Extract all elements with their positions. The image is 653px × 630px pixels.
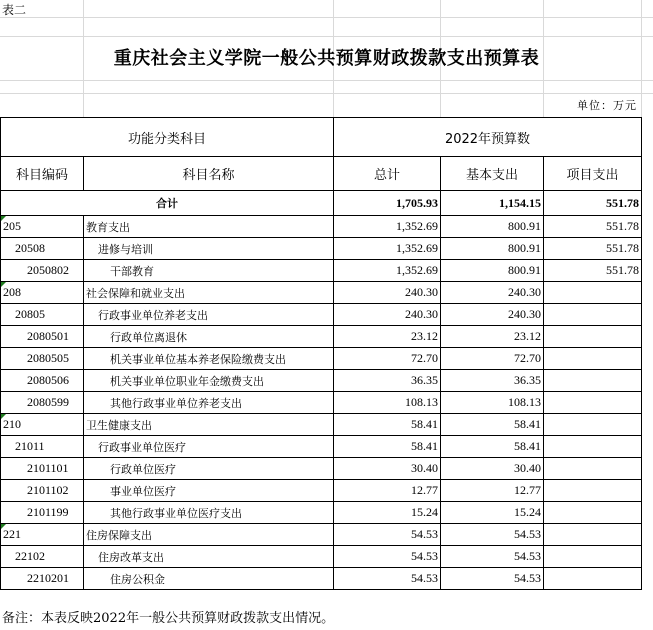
- row-project[interactable]: [544, 436, 642, 458]
- header-row-columns: [1, 157, 642, 191]
- row-name[interactable]: 机关事业单位基本养老保险缴费支出: [84, 348, 334, 370]
- row-project[interactable]: [544, 502, 642, 524]
- table-row: [1, 370, 642, 392]
- row-project[interactable]: [544, 524, 642, 546]
- row-code[interactable]: 205: [1, 216, 84, 238]
- row-basic[interactable]: 54.53: [441, 568, 544, 590]
- row-code[interactable]: 20805: [1, 304, 84, 326]
- row-name[interactable]: 卫生健康支出: [84, 414, 334, 436]
- table-row: [1, 348, 642, 370]
- row-total[interactable]: 12.77: [334, 480, 441, 502]
- row-basic[interactable]: 108.13: [441, 392, 544, 414]
- row-total[interactable]: 240.30: [334, 304, 441, 326]
- row-name[interactable]: 社会保障和就业支出: [84, 282, 334, 304]
- row-total[interactable]: 54.53: [334, 568, 441, 590]
- row-total[interactable]: 54.53: [334, 546, 441, 568]
- sheet-gridline: [0, 36, 653, 37]
- row-project[interactable]: [544, 546, 642, 568]
- row-basic[interactable]: 58.41: [441, 414, 544, 436]
- footnote: 备注：本表反映2022年一般公共预算财政拨款支出情况。: [2, 611, 335, 626]
- unit-label: 单位：万元: [577, 99, 637, 112]
- row-basic[interactable]: 800.91: [441, 216, 544, 238]
- row-total[interactable]: 15.24: [334, 502, 441, 524]
- total-header[interactable]: 总计: [334, 157, 441, 191]
- row-code[interactable]: 2080505: [1, 348, 84, 370]
- sheet-label: 表二: [2, 3, 27, 17]
- sheet-gridline: [0, 80, 653, 81]
- row-total[interactable]: 108.13: [334, 392, 441, 414]
- row-total[interactable]: 1,352.69: [334, 260, 441, 282]
- row-project[interactable]: [544, 326, 642, 348]
- row-basic[interactable]: 15.24: [441, 502, 544, 524]
- row-name[interactable]: 住房公积金: [84, 568, 334, 590]
- row-code[interactable]: 2080501: [1, 326, 84, 348]
- row-total[interactable]: 1,352.69: [334, 238, 441, 260]
- row-code[interactable]: 20508: [1, 238, 84, 260]
- budget-year-header[interactable]: 2022年预算数: [334, 118, 642, 157]
- table-row: [1, 238, 642, 260]
- row-project[interactable]: 551.78: [544, 216, 642, 238]
- table-row: [1, 392, 642, 414]
- row-basic[interactable]: 800.91: [441, 238, 544, 260]
- row-code[interactable]: 2101101: [1, 458, 84, 480]
- row-code[interactable]: 2101102: [1, 480, 84, 502]
- row-code[interactable]: 221: [1, 524, 84, 546]
- code-header[interactable]: 科目编码: [1, 157, 84, 191]
- table-row: [1, 546, 642, 568]
- row-name[interactable]: 行政单位离退休: [84, 326, 334, 348]
- row-code[interactable]: 2101199: [1, 502, 84, 524]
- row-project[interactable]: [544, 392, 642, 414]
- row-basic[interactable]: 54.53: [441, 524, 544, 546]
- sheet-gridline: [0, 17, 653, 18]
- row-total[interactable]: 1,352.69: [334, 216, 441, 238]
- row-total[interactable]: 36.35: [334, 370, 441, 392]
- summary-basic[interactable]: 1,154.15: [441, 191, 544, 216]
- table-row: [1, 502, 642, 524]
- table-row: [1, 260, 642, 282]
- summary-project[interactable]: 551.78: [544, 191, 642, 216]
- row-code[interactable]: 2080599: [1, 392, 84, 414]
- row-project[interactable]: [544, 348, 642, 370]
- row-project[interactable]: [544, 414, 642, 436]
- row-total[interactable]: 72.70: [334, 348, 441, 370]
- row-project[interactable]: [544, 282, 642, 304]
- row-basic[interactable]: 12.77: [441, 480, 544, 502]
- sheet-gridline: [0, 93, 653, 94]
- row-code[interactable]: 22102: [1, 546, 84, 568]
- row-basic[interactable]: 72.70: [441, 348, 544, 370]
- row-project[interactable]: [544, 568, 642, 590]
- row-name[interactable]: 其他行政事业单位养老支出: [84, 392, 334, 414]
- table-row: [1, 458, 642, 480]
- row-basic[interactable]: 240.30: [441, 304, 544, 326]
- row-code[interactable]: 2210201: [1, 568, 84, 590]
- row-project[interactable]: 551.78: [544, 260, 642, 282]
- row-name[interactable]: 住房保障支出: [84, 524, 334, 546]
- row-code[interactable]: 208: [1, 282, 84, 304]
- table-row: [1, 216, 642, 238]
- row-code[interactable]: 21011: [1, 436, 84, 458]
- row-name[interactable]: 行政事业单位医疗: [84, 436, 334, 458]
- row-total[interactable]: 23.12: [334, 326, 441, 348]
- row-project[interactable]: [544, 304, 642, 326]
- row-basic[interactable]: 800.91: [441, 260, 544, 282]
- table-row: [1, 304, 642, 326]
- row-name[interactable]: 行政单位医疗: [84, 458, 334, 480]
- row-total[interactable]: 54.53: [334, 524, 441, 546]
- summary-label[interactable]: 合计: [1, 191, 334, 216]
- summary-total[interactable]: 1,705.93: [334, 191, 441, 216]
- page-title: 重庆社会主义学院一般公共预算财政拨款支出预算表: [113, 48, 540, 69]
- row-basic[interactable]: 54.53: [441, 546, 544, 568]
- budget-table: [0, 117, 642, 590]
- table-row: [1, 568, 642, 590]
- row-name[interactable]: 其他行政事业单位医疗支出: [84, 502, 334, 524]
- row-basic[interactable]: 23.12: [441, 326, 544, 348]
- row-project[interactable]: [544, 370, 642, 392]
- row-project[interactable]: [544, 480, 642, 502]
- row-code[interactable]: 2050802: [1, 260, 84, 282]
- project-header[interactable]: 项目支出: [544, 157, 642, 191]
- row-basic[interactable]: 36.35: [441, 370, 544, 392]
- row-code[interactable]: 2080506: [1, 370, 84, 392]
- row-basic[interactable]: 30.40: [441, 458, 544, 480]
- row-name[interactable]: 教育支出: [84, 216, 334, 238]
- row-name[interactable]: 行政事业单位养老支出: [84, 304, 334, 326]
- row-total[interactable]: 240.30: [334, 282, 441, 304]
- table-body: [1, 216, 642, 590]
- row-total[interactable]: 58.41: [334, 414, 441, 436]
- table-row: [1, 414, 642, 436]
- summary-row: [1, 191, 642, 216]
- name-header[interactable]: 科目名称: [84, 157, 334, 191]
- table-row: [1, 326, 642, 348]
- table-row: [1, 480, 642, 502]
- row-project[interactable]: 551.78: [544, 238, 642, 260]
- row-basic[interactable]: 240.30: [441, 282, 544, 304]
- row-total[interactable]: 30.40: [334, 458, 441, 480]
- row-basic[interactable]: 58.41: [441, 436, 544, 458]
- row-name[interactable]: 机关事业单位职业年金缴费支出: [84, 370, 334, 392]
- row-total[interactable]: 58.41: [334, 436, 441, 458]
- row-name[interactable]: 住房改革支出: [84, 546, 334, 568]
- table-row: [1, 282, 642, 304]
- row-name[interactable]: 进修与培训: [84, 238, 334, 260]
- row-project[interactable]: [544, 458, 642, 480]
- row-name[interactable]: 干部教育: [84, 260, 334, 282]
- category-header[interactable]: 功能分类科目: [1, 118, 334, 157]
- table-row: [1, 524, 642, 546]
- row-name[interactable]: 事业单位医疗: [84, 480, 334, 502]
- header-row-top: [1, 118, 642, 157]
- row-code[interactable]: 210: [1, 414, 84, 436]
- basic-header[interactable]: 基本支出: [441, 157, 544, 191]
- table-row: [1, 436, 642, 458]
